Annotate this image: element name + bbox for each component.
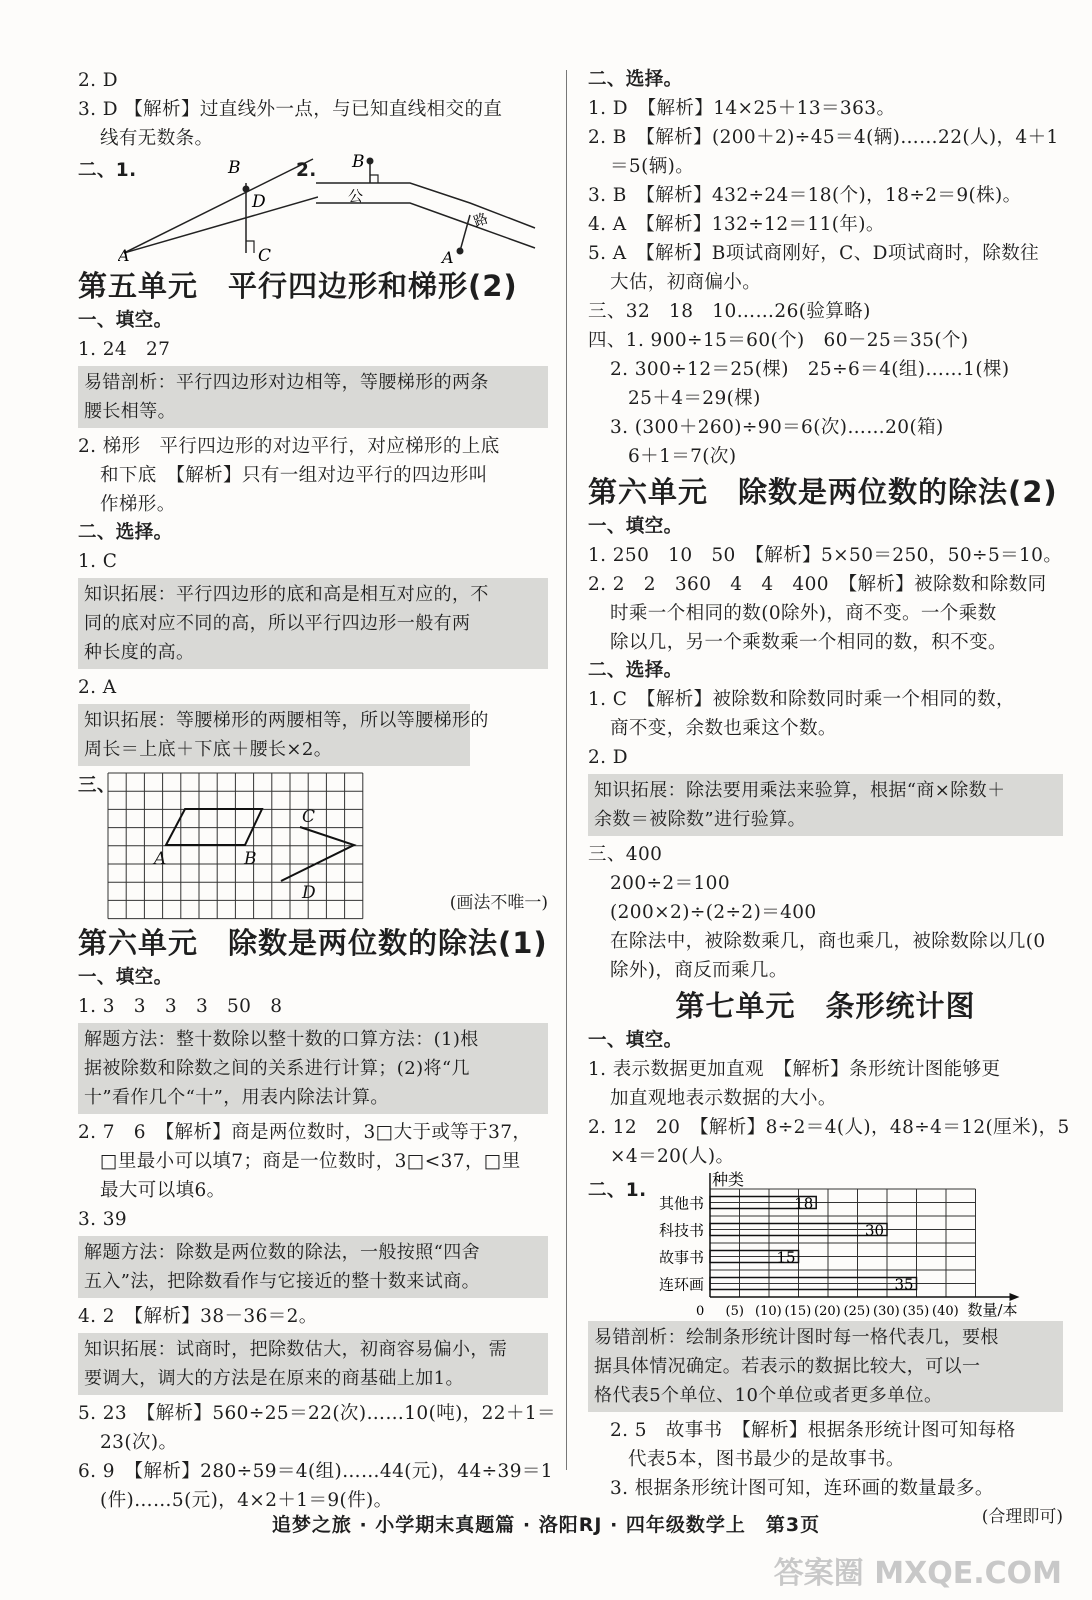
grid-figure [78, 770, 548, 922]
answer-line: 200÷2＝100 [610, 873, 730, 894]
answer-line: 代表5本，图书最少的是故事书。 [628, 1449, 905, 1470]
answer-line: 2. 12 20 【解析】8÷2＝4(人)，48÷4＝12(厘米)，5 [588, 1117, 1070, 1138]
x-tick-label: (5) [725, 1304, 744, 1319]
tip-box [78, 578, 548, 669]
answer-line: 3. 根据条形统计图可知，连环画的数量最多。 [610, 1478, 994, 1499]
tip-line: 易错剖析：绘制条形统计图时每一格代表几，要根 [594, 1327, 999, 1348]
tip-line: 知识拓展：除法要用乘法来验算，根据“商×除数＋ [594, 780, 1006, 801]
section-label: 二、1. [78, 160, 137, 181]
left-column [78, 66, 556, 1515]
answer-line: (件)……5(元)，4×2＋1＝9(件)。 [100, 1490, 393, 1511]
category-label: 科技书 [658, 1221, 704, 1240]
bar-value-label: 35 [894, 1275, 914, 1294]
answer-line: 作梯形。 [100, 494, 176, 515]
bar-chart-block [588, 1171, 1063, 1319]
answer-line: 商不变，余数也乘这个数。 [610, 718, 837, 739]
page-footer: 追梦之旅 · 小学期末真题篇 · 洛阳RJ · 四年级数学上 第3页 [271, 1514, 821, 1536]
label-D: D [252, 192, 266, 212]
x-axis-label: 数量/本 [967, 1301, 1018, 1319]
answer-line: 3. D 【解析】过直线外一点，与已知直线相交的直 [78, 99, 503, 120]
answer-line: 2. A [78, 677, 117, 698]
tip-box [78, 1236, 548, 1298]
tip-box [78, 704, 489, 766]
grid-label-C: C [302, 807, 316, 827]
answer-line: □里最小可以填7；商是一位数时，3□<37，□里 [100, 1151, 521, 1172]
category-label: 其他书 [658, 1194, 704, 1213]
right-column [588, 66, 1070, 1531]
y-axis-label: 种类 [712, 1171, 745, 1189]
answer-line: 3. (300＋260)÷90＝6(次)……20(箱) [610, 417, 944, 438]
answer-line: 大估，初商偏小。 [610, 272, 762, 293]
answer-line: 和下底 【解析】只有一组对边平行的四边形叫 [100, 465, 488, 486]
label-B: B [352, 153, 365, 172]
tip-line: 解题方法：除数是两位数的除法，一般按照“四舍 [84, 1242, 480, 1263]
tip-line: 腰长相等。 [84, 401, 176, 422]
answer-line: 2. D [78, 70, 118, 91]
tip-line: 知识拓展：试商时，把除数估大，初商容易偏小，需 [84, 1339, 508, 1360]
unit-title: 第六单元 除数是两位数的除法(2) [588, 475, 1058, 509]
answer-line: 1. C 【解析】被除数和除数同时乘一个相同的数， [588, 689, 1015, 710]
answer-line: 2. D [588, 747, 628, 768]
section-label: 一、填空。 [78, 310, 173, 331]
tip-box [78, 1023, 548, 1114]
answer-line: 4. A 【解析】132÷12＝11(年)。 [588, 214, 885, 235]
bar-value-label: 30 [865, 1221, 885, 1240]
label-C: C [258, 246, 272, 263]
section-label: 二、选择。 [78, 522, 173, 543]
answer-line: 除以几，另一个乘数乘一个相同的数，积不变。 [610, 632, 1007, 653]
figure-1 [118, 153, 318, 263]
tip-line: 十”看作几个“十”，用表内除法计算。 [84, 1087, 389, 1108]
answer-line: 三、32 18 10……26(验算略) [588, 301, 871, 322]
tip-box [78, 1333, 548, 1395]
bar-value-label: 15 [776, 1248, 796, 1267]
unit-title: 第六单元 除数是两位数的除法(1) [78, 926, 548, 960]
section-label: 2. [296, 160, 317, 181]
section-label: 二、选择。 [588, 660, 683, 681]
tip-box [78, 366, 548, 428]
note: (合理即可) [981, 1507, 1063, 1527]
answer-line: 在除法中，被除数乘几，商也乘几，被除数除以几(0 [610, 931, 1046, 952]
answer-line: 2. 5 故事书 【解析】根据条形统计图可知每格 [610, 1420, 1016, 1441]
section-label: 一、填空。 [78, 967, 173, 988]
road-char-lu: 路 [471, 210, 491, 231]
label-B: B [228, 158, 241, 178]
grid-note: (画法不唯一) [449, 893, 548, 913]
x-tick-label: 0 [696, 1304, 705, 1319]
tip-line: 知识拓展：平行四边形的底和高是相互对应的，不 [84, 584, 489, 605]
answer-line: ＝5(辆)。 [610, 156, 695, 177]
column-divider [566, 70, 567, 1470]
answer-line: 四、1. 900÷15＝60(个) 60－25＝35(个) [588, 330, 969, 351]
answer-line: 时乘一个相同的数(0除外)，商不变。一个乘数 [610, 603, 997, 624]
answer-line: 1. 表示数据更加直观 【解析】条形统计图能够更 [588, 1059, 1001, 1080]
tip-line: 格代表5个单位、10个单位或者更多单位。 [594, 1385, 943, 1406]
tip-line: 周长＝上底＋下底＋腰长×2。 [84, 739, 333, 760]
x-tick-label: (25) [843, 1304, 871, 1319]
geometry-figures [78, 153, 548, 265]
unit-title: 第七单元 条形统计图 [675, 989, 976, 1023]
answer-line: 1. 250 10 50 【解析】5×50＝250，50÷5＝10。 [588, 545, 1063, 566]
tip-line: 据具体情况确定。若表示的数据比较大，可以一 [594, 1356, 981, 1377]
bar-chart [588, 1171, 1058, 1319]
tip-line: 要调大，调大的方法是在原来的商基础上加1。 [84, 1368, 464, 1389]
tip-line: 五入”法，把除数看作与它接近的整十数来试商。 [84, 1271, 480, 1292]
answer-line: 6＋1＝7(次) [628, 446, 737, 467]
section-label: 二、选择。 [588, 69, 683, 90]
grid-label-A: A [154, 849, 167, 869]
tip-line: 知识拓展：等腰梯形的两腰相等，所以等腰梯形的 [84, 710, 489, 731]
category-label: 连环画 [658, 1275, 704, 1294]
answer-line: 2. 2 2 360 4 4 400 【解析】被除数和除数同 [588, 574, 1047, 595]
answer-line: 4. 2 【解析】38－36＝2。 [78, 1306, 318, 1327]
x-tick-label: (30) [873, 1304, 900, 1319]
x-axis-arrow [1010, 1293, 1020, 1301]
answer-line: 2. B 【解析】(200＋2)÷45＝4(辆)……22(人)，4＋1 [588, 127, 1059, 148]
tip-box [588, 774, 1063, 836]
label-A: A [118, 246, 130, 263]
grid-label-D: D [302, 883, 316, 903]
x-tick-label: (15) [784, 1304, 812, 1319]
answer-line: 5. A 【解析】B项试商刚好，C、D项试商时，除数往 [588, 243, 1040, 264]
tip-line: 据被除数和除数之间的关系进行计算；(2)将“几 [84, 1058, 470, 1079]
answer-line: 1. D 【解析】14×25＋13＝363。 [588, 98, 896, 119]
tip-line: 易错剖析：平行四边形对边相等，等腰梯形的两条 [84, 372, 489, 393]
bar-value-label: 18 [794, 1194, 814, 1213]
answer-line: ×4＝20(人)。 [610, 1146, 735, 1167]
answer-line: 5. 23 【解析】560÷25＝22(次)……10(吨)，22＋1＝ [78, 1403, 556, 1424]
unit-title: 第五单元 平行四边形和梯形(2) [78, 269, 518, 303]
x-tick-label: (10) [755, 1304, 782, 1319]
answer-line: 最大可以填6。 [100, 1180, 226, 1201]
answer-line: 1. 24 27 [78, 339, 171, 360]
answer-line: (200×2)÷(2÷2)＝400 [610, 902, 817, 923]
tip-line: 余数＝被除数”进行验算。 [594, 809, 807, 830]
section-label: 一、填空。 [588, 516, 683, 537]
answer-line: 1. 3 3 3 3 50 8 [78, 996, 283, 1017]
answer-line: 3. B 【解析】432÷24＝18(个)，18÷2＝9(株)。 [588, 185, 1022, 206]
x-tick-label: (35) [902, 1304, 930, 1319]
figure-2 [310, 153, 540, 265]
tip-line: 种长度的高。 [84, 642, 195, 663]
answer-line: 25＋4＝29(棵) [628, 388, 761, 409]
drawing-grid [102, 770, 377, 922]
answer-line: 3. 39 [78, 1209, 128, 1230]
answer-line: 2. 300÷12＝25(棵) 25÷6＝4(组)……1(棵) [610, 359, 1010, 380]
tip-box [588, 1321, 1063, 1412]
answer-line: 2. 7 6 【解析】商是两位数时，3□大于或等于37， [78, 1122, 532, 1143]
grid-label-B: B [244, 849, 257, 869]
road-char-gong: 公 [348, 187, 364, 205]
category-label: 故事书 [658, 1248, 704, 1267]
x-tick-label: (20) [814, 1304, 841, 1319]
answer-line: 6. 9 【解析】280÷59＝4(组)……44(元)，44÷39＝1 [78, 1461, 553, 1482]
section-label: 三、 [78, 775, 116, 796]
answer-line: 2. 梯形 平行四边形的对边平行，对应梯形的上底 [78, 436, 500, 457]
section-label: 二、1. [588, 1180, 647, 1201]
watermark: 答案圈 MXQE.COM [773, 1556, 1062, 1591]
answer-line: 23(次)。 [100, 1432, 178, 1453]
answer-line: 1. C [78, 551, 118, 572]
tip-line: 解题方法：整十数除以整十数的口算方法：(1)根 [84, 1029, 479, 1050]
x-tick-label: (40) [932, 1304, 959, 1319]
answer-line: 三、400 [588, 844, 663, 865]
tip-line: 同的底对应不同的高，所以平行四边形一般有两 [84, 613, 471, 634]
answer-line: 线有无数条。 [100, 128, 214, 149]
label-A: A [442, 248, 454, 265]
answer-line: 加直观地表示数据的大小。 [610, 1088, 837, 1109]
answer-line: 除外)，商反而乘几。 [610, 960, 788, 981]
section-label: 一、填空。 [588, 1030, 683, 1051]
